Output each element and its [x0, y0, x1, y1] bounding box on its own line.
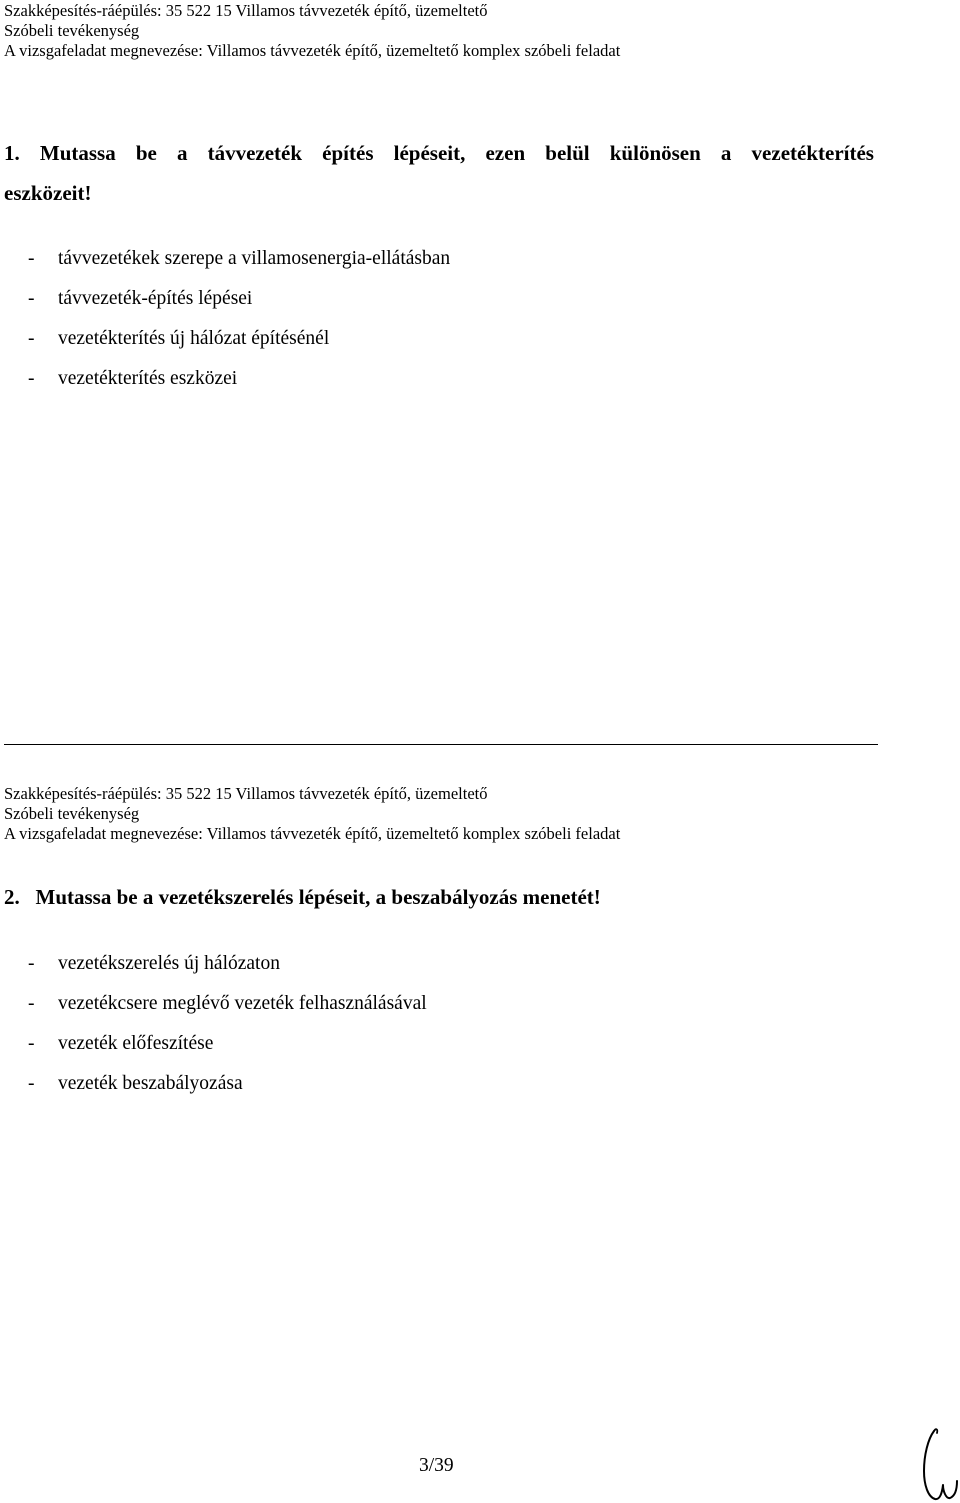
question-1-word: távvezeték [207, 141, 303, 165]
header-activity: Szóbeli tevékenység [4, 21, 140, 40]
question-1-word: be [135, 141, 157, 165]
header-task-name: A vizsgafeladat megnevezése: Villamos távvezeték építő, üzemeltető komplex szóbeli feladat [4, 41, 621, 60]
list-item-text: vezetékszerelés új hálózaton [58, 953, 280, 974]
list-item-text: vezetékcsere meglévő vezeték felhasználásával [58, 993, 427, 1014]
question-1-word: a [720, 141, 732, 165]
list-item-text: vezeték előfeszítése [58, 1033, 214, 1054]
handwritten-signature-icon [918, 1425, 960, 1503]
list-item-text: távvezeték-építés lépései [58, 288, 253, 309]
page-header [4, 1, 620, 61]
question-1-title [4, 141, 874, 166]
page-header [4, 784, 620, 844]
bullet-dash: - [28, 1073, 35, 1094]
question-1-title-continued: eszközeit! [4, 181, 92, 205]
header-activity: Szóbeli tevékenység [4, 804, 140, 823]
bullet-dash: - [28, 288, 35, 309]
question-2-bullet-list [28, 944, 427, 1104]
bullet-dash: - [28, 328, 35, 349]
header-qualification: Szakképesítés-ráépülés: 35 522 15 Villamos távvezeték építő, üzemeltető [4, 1, 488, 20]
list-item [28, 359, 450, 399]
list-item [28, 984, 427, 1024]
bullet-dash: - [28, 368, 35, 389]
page-separator-line [4, 744, 878, 745]
header-task-name: A vizsgafeladat megnevezése: Villamos távvezeték építő, üzemeltető komplex szóbeli feladat [4, 824, 621, 843]
list-item [28, 1064, 427, 1104]
header-qualification: Szakképesítés-ráépülés: 35 522 15 Villamos távvezeték építő, üzemeltető [4, 784, 488, 803]
question-1-word: építés [322, 141, 374, 165]
list-item [28, 239, 450, 279]
bullet-dash: - [28, 1033, 35, 1054]
question-1-word: különösen [609, 141, 701, 165]
question-2-title: 2. Mutassa be a vezetékszerelés lépéseit, a beszabályozás menetét! [4, 885, 601, 909]
question-1-word: a [176, 141, 188, 165]
question-1-word: lépéseit, [393, 141, 466, 165]
list-item-text: vezetékterítés eszközei [58, 368, 238, 389]
list-item [28, 944, 427, 984]
list-item [28, 319, 450, 359]
list-item [28, 279, 450, 319]
page-number: 3/39 [419, 1455, 454, 1476]
list-item-text: vezeték beszabályozása [58, 1073, 243, 1094]
question-1-word: vezetékterítés [751, 141, 874, 165]
question-1-word: Mutassa [39, 141, 116, 165]
bullet-dash: - [28, 953, 35, 974]
question-1-word: belül [545, 141, 590, 165]
list-item [28, 1024, 427, 1064]
question-1-bullet-list [28, 239, 450, 399]
question-1-word: 1. [4, 141, 20, 165]
question-1-word: ezen [485, 141, 526, 165]
list-item-text: távvezetékek szerepe a villamosenergia-ellátásban [58, 248, 451, 269]
bullet-dash: - [28, 993, 35, 1014]
bullet-dash: - [28, 248, 35, 269]
list-item-text: vezetékterítés új hálózat építésénél [58, 328, 330, 349]
